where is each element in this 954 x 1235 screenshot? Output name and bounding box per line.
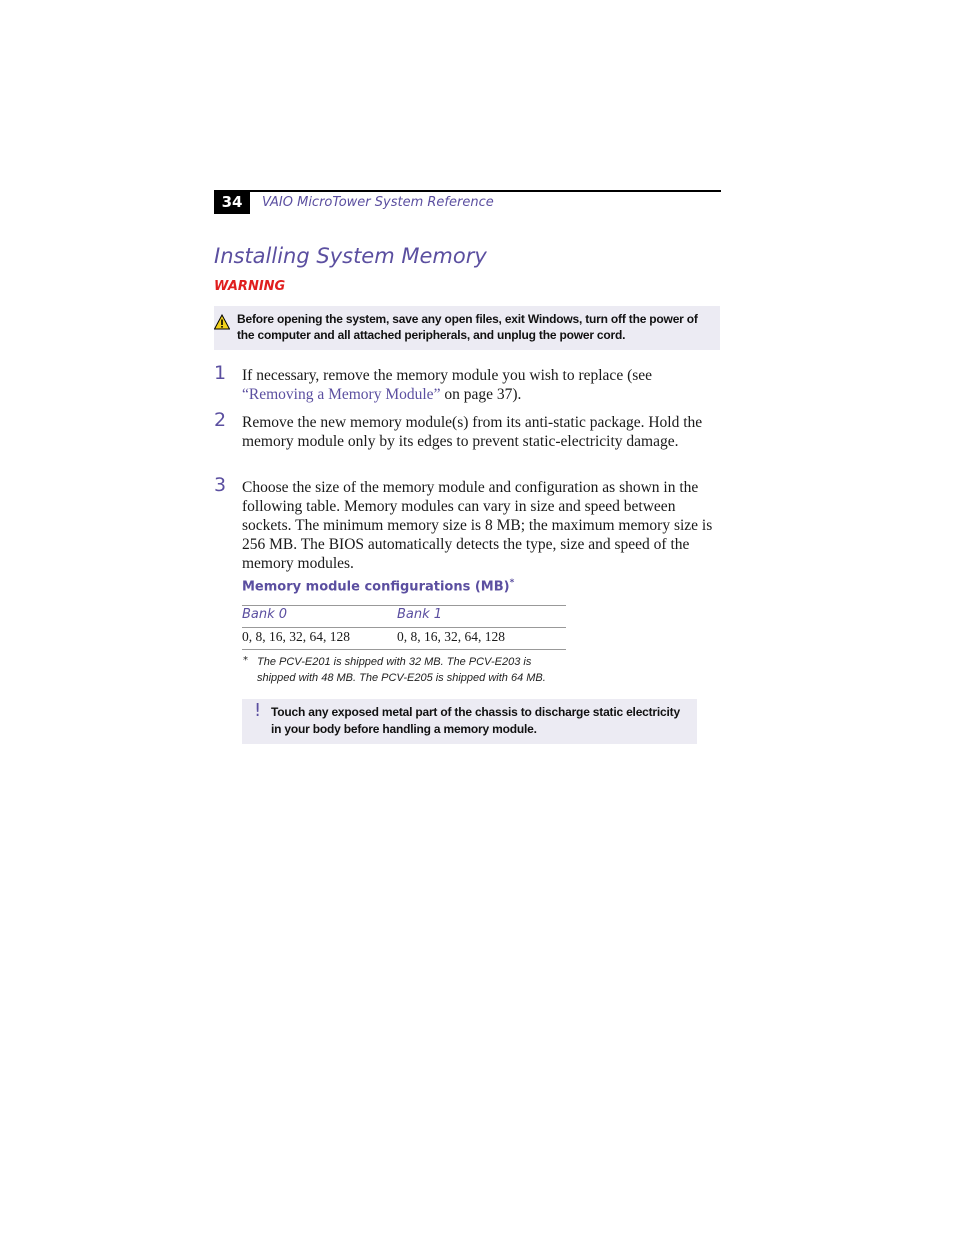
table-rule <box>242 627 566 628</box>
table-rule <box>242 649 566 650</box>
table-title <box>242 578 514 594</box>
table-header-bank-0: Bank 0 <box>242 607 288 622</box>
warning-label: WARNING <box>214 279 286 294</box>
step-number: 3 <box>214 474 227 496</box>
step-text <box>242 366 722 404</box>
step-text: Remove the new memory module(s) from its anti-static package. Hold the memory module only by its edges to prevent static-electricity damage. <box>242 414 703 450</box>
table-header-bank-1: Bank 1 <box>397 607 443 622</box>
warning-triangle-icon <box>214 314 230 330</box>
page-number: 34 <box>214 190 250 214</box>
table-title-text: Memory module configurations (MB) <box>242 579 510 595</box>
table-footnote: The PCV-E201 is shipped with 32 MB. The PCV-E203 is shipped with 48 MB. The PCV-E205 is shipped with 64 MB. <box>257 656 546 684</box>
table-rule <box>242 605 566 606</box>
header-rule <box>214 190 721 192</box>
table-cell-bank-1: 0, 8, 16, 32, 64, 128 <box>397 629 505 644</box>
running-title: VAIO MicroTower System Reference <box>262 195 494 210</box>
step-number: 1 <box>214 362 227 384</box>
footnote-mark: * <box>243 655 248 666</box>
table-cell-bank-0: 0, 8, 16, 32, 64, 128 <box>242 629 350 644</box>
caution-icon: ! <box>254 700 262 721</box>
warning-text: Before opening the system, save any open files, exit Windows, turn off the power of the computer and all attached peripherals, and unplug the power cord. <box>237 312 698 342</box>
removing-memory-module-link[interactable]: “Removing a Memory Module” <box>242 386 441 403</box>
step-text-part: on page 37). <box>440 386 522 403</box>
step-number: 2 <box>214 409 227 431</box>
step-text-part: If necessary, remove the memory module you wish to replace (see <box>242 367 653 384</box>
section-title: Installing System Memory <box>214 244 487 268</box>
caution-text: Touch any exposed metal part of the chassis to discharge static electricity in your body before handling a memory module. <box>271 705 680 736</box>
step-text: Choose the size of the memory module and configuration as shown in the following table. Memory modules can vary in size and speed between sockets. The minimum memory size is 8 MB; the maximum memory size is 256 MB. The BIOS automatically detects the type, size and speed of the memory modules. <box>242 479 713 572</box>
table-title-mark: * <box>509 578 515 588</box>
